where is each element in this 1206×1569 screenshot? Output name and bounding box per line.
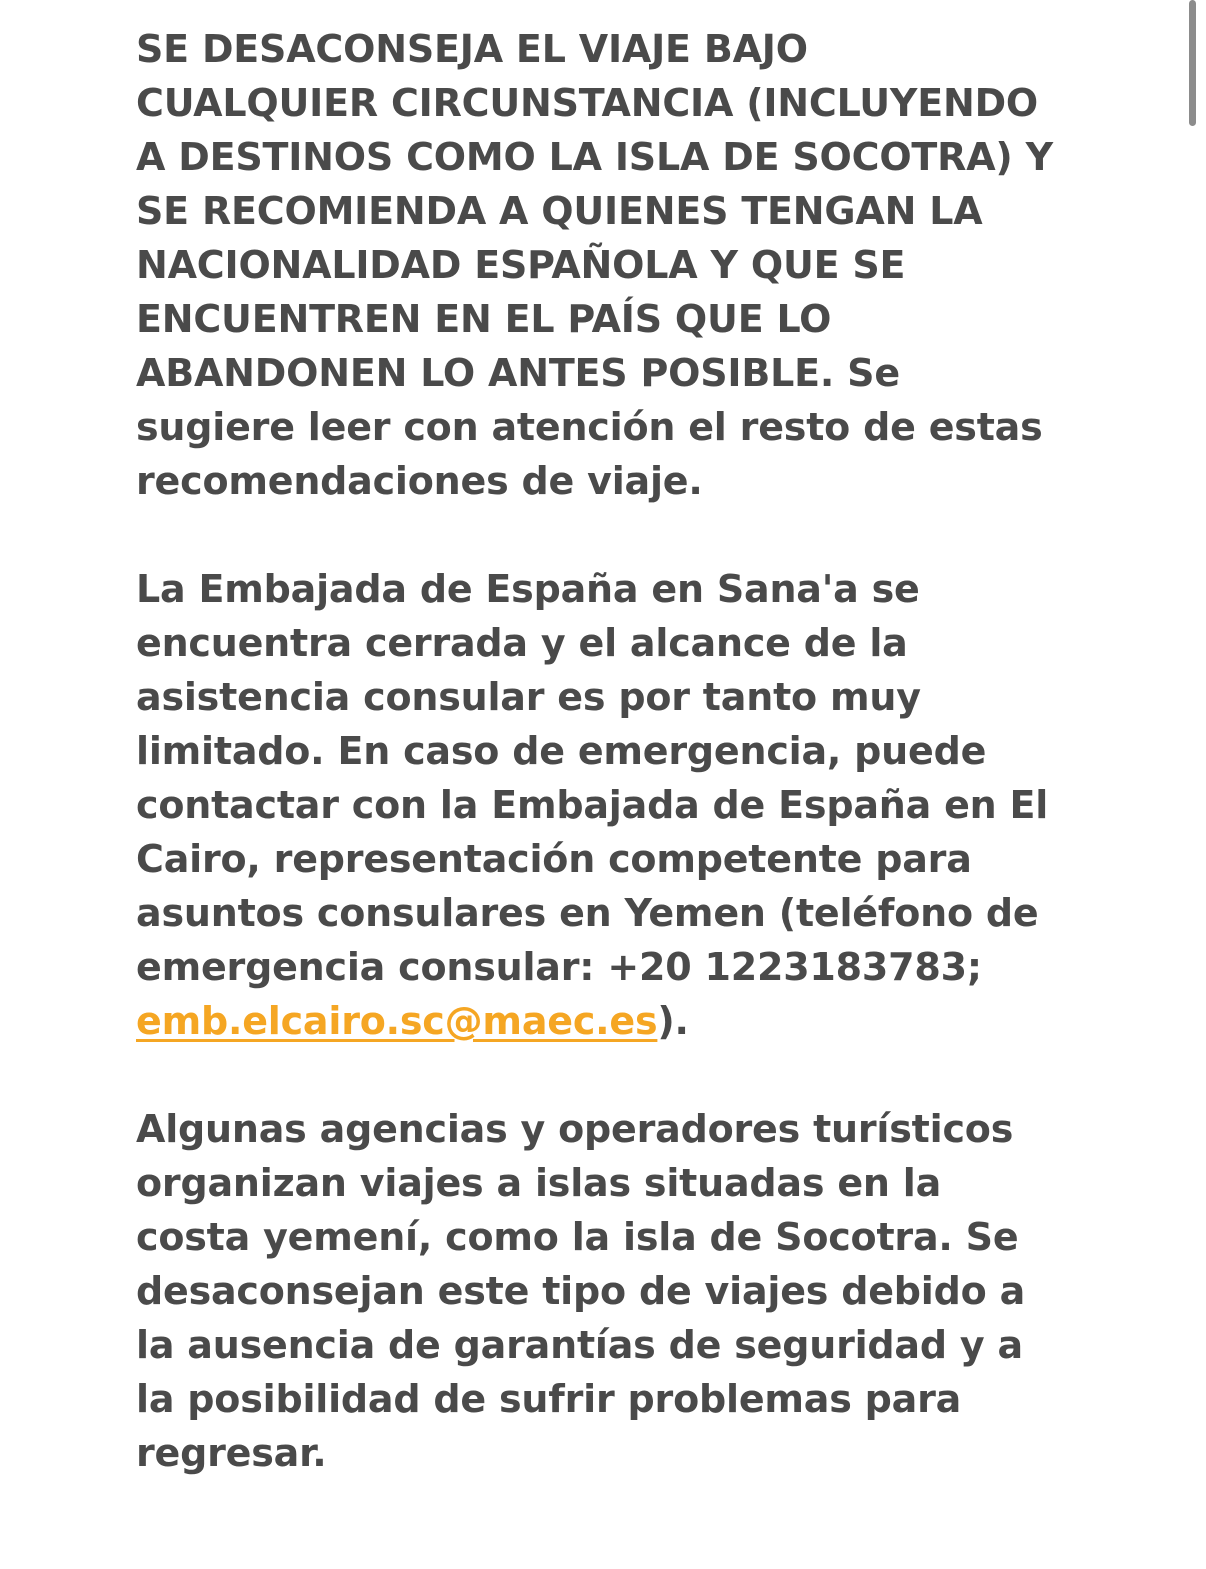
advisory-paragraph-warning xyxy=(136,22,1054,508)
embassy-email-link[interactable]: emb.elcairo.sc@maec.es xyxy=(136,999,658,1043)
travel-advisory-content xyxy=(136,22,1054,1480)
warning-followup-text: Se sugiere leer con atención el resto de estas recomendaciones de viaje. xyxy=(136,351,1043,503)
embassy-text: La Embajada de España en Sana'a se encuentra cerrada y el alcance de la asistencia consular es por tanto muy limitado. En caso de emergencia, puede contactar con la Embajada de España en El Cairo, representación competente para asuntos consulares en Yemen (teléfono de emergencia consular: +20 1223183783; xyxy=(136,567,1049,989)
advisory-paragraph-embassy xyxy=(136,562,1054,1048)
vertical-scrollbar[interactable] xyxy=(1189,0,1196,126)
embassy-text-end: ). xyxy=(657,999,689,1043)
warning-caps-text: SE DESACONSEJA EL VIAJE BAJO CUALQUIER CIRCUNSTANCIA (INCLUYENDO A DESTINOS COMO LA ISLA DE SOCOTRA) Y SE RECOMIENDA A QUIENES TENGAN LA NACIONALIDAD ESPAÑOLA Y QUE SE ENCUENTREN EN EL PAÍS QUE LO ABANDONEN LO ANTES POSIBLE. xyxy=(136,27,1053,395)
advisory-paragraph-tour-operators: Algunas agencias y operadores turísticos organizan viajes a islas situadas en la costa yemení, como la isla de Socotra. Se desaconsejan este tipo de viajes debido a la ausencia de garantías de seguridad y a la posibilidad de sufrir problemas para regresar. xyxy=(136,1107,1026,1475)
